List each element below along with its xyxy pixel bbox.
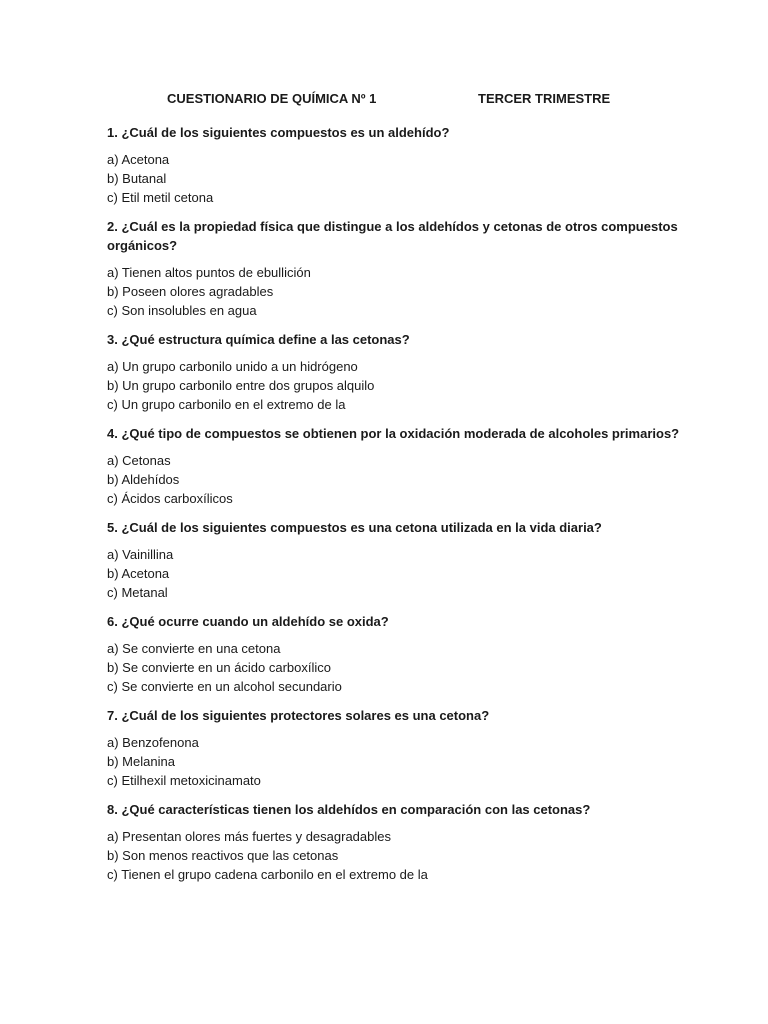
question-text: 6. ¿Qué ocurre cuando un aldehído se oxida?: [107, 614, 389, 629]
answer-option: a) Benzofenona: [107, 735, 199, 750]
answer-option: b) Un grupo carbonilo entre dos grupos alquilo: [107, 378, 375, 393]
answer-options: [107, 733, 708, 790]
answer-options: [107, 639, 708, 696]
question-block: [107, 612, 708, 696]
question-text: 7. ¿Cuál de los siguientes protectores solares es una cetona?: [107, 708, 490, 723]
answer-option: b) Acetona: [107, 566, 170, 581]
question-list: [107, 123, 708, 884]
answer-option: a) Cetonas: [107, 453, 171, 468]
question-block: [107, 518, 708, 602]
answer-option: a) Tienen altos puntos de ebullición: [107, 265, 311, 280]
question-text: 4. ¿Qué tipo de compuestos se obtienen por la oxidación moderada de alcoholes primarios?: [107, 426, 680, 441]
answer-option: b) Melanina: [107, 754, 175, 769]
answer-options: [107, 545, 708, 602]
question-block: [107, 123, 708, 207]
answer-option: c) Ácidos carboxílicos: [107, 491, 233, 506]
question-block: [107, 330, 708, 414]
answer-option: c) Un grupo carbonilo en el extremo de la: [107, 397, 346, 412]
answer-option: a) Un grupo carbonilo unido a un hidrógeno: [107, 359, 358, 374]
answer-options: [107, 451, 708, 508]
question-text: 5. ¿Cuál de los siguientes compuestos es una cetona utilizada en la vida diaria?: [107, 520, 602, 535]
question-text: 3. ¿Qué estructura química define a las cetonas?: [107, 332, 410, 347]
question-block: [107, 424, 708, 508]
answer-option: c) Etil metil cetona: [107, 190, 214, 205]
answer-option: a) Se convierte en una cetona: [107, 641, 281, 656]
answer-option: c) Metanal: [107, 585, 168, 600]
answer-option: c) Etilhexil metoxicinamato: [107, 773, 261, 788]
answer-options: [107, 263, 708, 320]
question-text: 1. ¿Cuál de los siguientes compuestos es un aldehído?: [107, 125, 450, 140]
document-header: [107, 91, 708, 111]
question-block: [107, 217, 708, 320]
answer-option: b) Poseen olores agradables: [107, 284, 274, 299]
document-title: CUESTIONARIO DE QUÍMICA Nº 1: [167, 91, 377, 106]
answer-option: a) Presentan olores más fuertes y desagradables: [107, 829, 391, 844]
answer-options: [107, 357, 708, 414]
answer-options: [107, 827, 708, 884]
question-block: [107, 800, 708, 884]
answer-option: a) Acetona: [107, 152, 170, 167]
answer-option: b) Se convierte en un ácido carboxílico: [107, 660, 332, 675]
question-text: 2. ¿Cuál es la propiedad física que distingue a los aldehídos y cetonas de otros compuestos orgánicos?: [107, 219, 678, 253]
answer-option: c) Se convierte en un alcohol secundario: [107, 679, 342, 694]
answer-option: b) Butanal: [107, 171, 167, 186]
document-period: TERCER TRIMESTRE: [478, 91, 611, 106]
answer-option: c) Son insolubles en agua: [107, 303, 257, 318]
answer-options: [107, 150, 708, 207]
answer-option: a) Vainillina: [107, 547, 174, 562]
answer-option: b) Son menos reactivos que las cetonas: [107, 848, 339, 863]
question-text: 8. ¿Qué características tienen los aldehídos en comparación con las cetonas?: [107, 802, 591, 817]
answer-option: c) Tienen el grupo cadena carbonilo en el extremo de la: [107, 867, 428, 882]
answer-option: b) Aldehídos: [107, 472, 180, 487]
question-block: [107, 706, 708, 790]
